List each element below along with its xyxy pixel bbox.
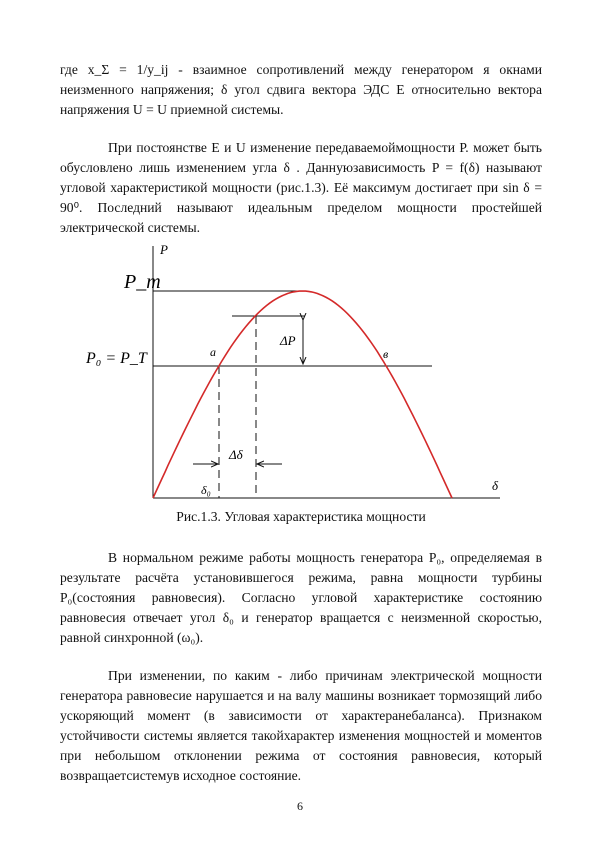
- y-axis-label: P: [160, 242, 168, 257]
- dp-label: ΔP: [280, 333, 296, 348]
- page-number: 6: [297, 799, 303, 813]
- paragraph-2: При постоянстве E и U изменение передаваемоймощности Р. может быть обусловлено лишь изменением угла δ . Даннуюзависимость P = f(δ) называют угловой характеристикой мощности (рис.1.3). Её максимум достигает при sin δ = 90⁰. Последний называют идеальным пределом мощности простейшей электрической системы.: [60, 140, 542, 235]
- dd-label: Δδ: [229, 447, 243, 462]
- power-angle-diagram: [0, 238, 600, 506]
- x-axis-label: δ: [492, 478, 499, 493]
- p0-label: P₀ = P_T: [86, 350, 147, 367]
- d0-label: δ₀: [201, 483, 211, 497]
- point-a-label: a: [210, 345, 216, 359]
- figure-caption: Рис.1.3. Угловая характеристика мощности: [176, 509, 426, 524]
- paragraph-1: где x_Σ = 1/y_ij - взаимное сопротивлений между генератором я окнами неизменного напряжения; δ угол сдвига вектора ЭДС Е относительно вектора напряжения U = U приемной системы.: [60, 62, 542, 117]
- pm-label: P_m: [124, 271, 161, 293]
- point-b-label: в: [383, 347, 389, 361]
- paragraph-3: В нормальном режиме работы мощность генератора P₀, определяемая в результате расчёта установившегося режима, равна мощности турбины P₀(состояния равновесия). Согласно угловой характеристике состоянию равновесия отвечает угол δ₀ и генератор вращается с неизменной скоростью, равной синхронной (ω₀).: [60, 550, 542, 645]
- paragraph-4: При изменении, по каким - либо причинам электрической мощности генератора равновесие нарушается и на валу машины возникает тормозящий либо ускоряющий момент (в зависимости от характеранебаланса). Признаком устойчивости системы является такойхарактер изменения мощностей и моментов при небольшом отклонении режима от состояния равновесия, который возвращаетсистемув исходное состояние.: [60, 668, 542, 783]
- text-flow: [60, 60, 542, 786]
